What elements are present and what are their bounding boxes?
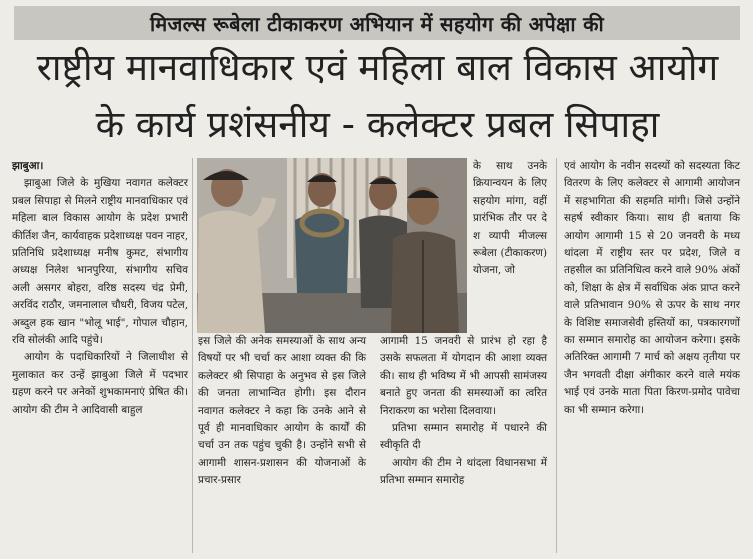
paragraph: झाबुआ जिले के मुखिया नवागत कलेक्टर प्रबल सिपाहा से मिलने राष्ट्रीय मानवाधिकार एवं महिला बाल विकास आयोग के प्रदेश प्रभारी कीर्तिश जैन, कार्यवाहक प्रदेशाध्यक्ष पवन नाहर, प्रतिनिधि प्रदेशाध्यक्ष मनीष कुमट, संभागीय अध्यक्ष निलेश भानपुरिया, संभागीय सचिव अली असगर बोहरा, वरिष्ठ सदस्य चंद्र प्रेमी, अरविंद राठौर, जमनालाल चौधरी, विजय पटेल, अब्दुल हक खान "भोलू भाई", गोपाल चौहान, रवि सोलंकी आदि पहुंचे। bbox=[12, 177, 188, 347]
column-1 bbox=[12, 158, 188, 419]
kicker-bar bbox=[14, 6, 740, 40]
column-divider bbox=[556, 158, 557, 553]
paragraph: इस जिले की अनेक समस्याओं के साथ अन्य विषयों पर भी चर्चा कर आशा व्यक्त की कि कलेक्टर श्री सिपाहा के अनुभव से इस जिले की जनता लाभान्वित होगी। इस दौरान नवागत कलेक्टर ने कहा कि उनके आने से पूर्व ही मानवाधिकार आयोग के कार्यों की चर्चा उन तक पहुंच चुकी है। उन्होंने सभी से आगामी शासन-प्रशासन की योजनाओं के प्रचार-प्रसार bbox=[198, 335, 366, 487]
column-2 bbox=[198, 333, 366, 490]
headline-line-2: के कार्य प्रशंसनीय - कलेक्टर प्रबल सिपाहा bbox=[95, 103, 660, 146]
news-photo bbox=[197, 158, 467, 333]
photo-illustration bbox=[197, 158, 467, 333]
column-3-lower bbox=[380, 333, 547, 490]
column-4 bbox=[564, 158, 740, 419]
paragraph: के साथ उनके क्रियान्वयन के लिए सहयोग मांगा, वहीं प्रारंभिक तौर पर दे श व्यापी मीजल्स रूबेला (टीकाकरण) योजना, जो bbox=[473, 160, 547, 277]
dateline: झाबुआ। bbox=[12, 160, 44, 172]
paragraph: प्रतिभा सम्मान समारोह में पधारने की स्वीकृति दी bbox=[380, 422, 547, 452]
paragraph: आयोग की टीम ने थांदला विधानसभा में प्रतिभा सम्मान समारोह bbox=[380, 456, 547, 487]
column-3 bbox=[473, 158, 547, 280]
paragraph: आयोग के पदाधिकारियों ने जिलाधीश से मुलाकात कर उन्हें झाबुआ जिले में पदभार ग्रहण करने पर अनेकों शुभकामनाएं प्रेषित की। आयोग की टीम ने आदिवासी बाहुल bbox=[12, 351, 188, 416]
headline-line-1: राष्ट्रीय मानवाधिकार एवं महिला बाल विकास आयोग bbox=[36, 46, 719, 89]
paragraph: आगामी 15 जनवरी से प्रारंभ हो रहा है उसके सफलता में योगदान की आशा व्यक्त की। साथ ही भविष्य में भी आपसी सामंजस्य बनाते हुए जनता की समस्याओं का त्वरित निराकरण का भरोसा दिलवाया। bbox=[380, 335, 547, 417]
paragraph: एवं आयोग के नवीन सदस्यों को सदस्यता किट वितरण के लिए कलेक्टर से आगामी आयोजन में सहभागिता की सहमति मांगी। जिसे उन्होंने सहर्ष स्वीकार किया। साथ ही बताया कि आयोग आगामी 15 से 20 जनवरी के मध्य थांदला में राष्ट्रीय स्तर पर प्रदेश, जिले व तहसील का प्रतिनिधित्व करने वाले 90% अंकों को, शिक्षा के क्षेत्र में सर्वाधिक अंक प्राप्त करने वाले प्रतिभावान 90% से ऊपर के साथ नगर के विशिष्ट समाजसेवी हस्तियों का, पत्रकारगणों का सम्मान समारोह का आयोजन करेगा। इसके अतिरिक्त आगामी 7 मार्च को अक्षय तृतीया पर जैन भगवती दीक्षा अंगीकार करने वाले मयंक भाई एवं उनके माता पिता किरण-प्रमोद पावेचा का भी सम्मान करेगा। bbox=[564, 160, 740, 416]
column-divider bbox=[192, 158, 193, 553]
kicker-text: मिजल्स रूबेला टीकाकरण अभियान में सहयोग की अपेक्षा की bbox=[150, 11, 604, 36]
